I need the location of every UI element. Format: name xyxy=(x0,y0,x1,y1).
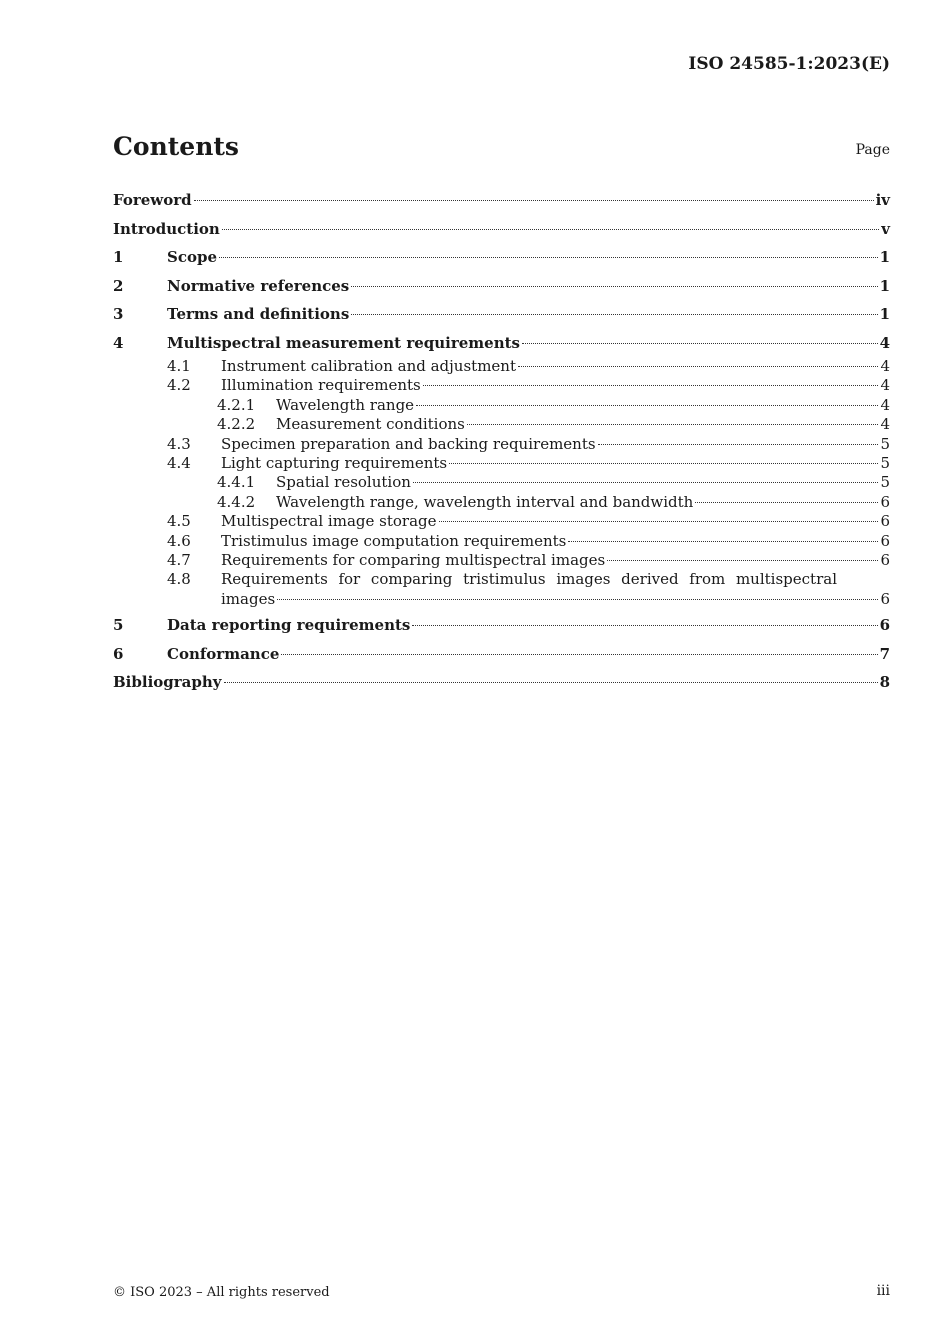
toc-title: Contents xyxy=(113,132,240,161)
toc-entry-page: 1 xyxy=(879,248,890,266)
toc-entry-title: Multispectral measurement requirements xyxy=(167,333,520,352)
dot-leader xyxy=(413,481,879,483)
toc-entry-terms-and-definitions[interactable] xyxy=(113,300,890,329)
toc-entry-title: Tristimulus image computation requirements xyxy=(221,531,567,550)
dot-leader xyxy=(439,520,879,522)
toc-entry-title: Data reporting requirements xyxy=(167,616,411,635)
toc-entry-measurement-requirements[interactable] xyxy=(113,329,890,358)
toc-entry-title: Bibliography xyxy=(113,673,222,692)
toc-entry-number: 4.2 xyxy=(167,376,191,395)
toc-entry-normative-references[interactable] xyxy=(113,272,890,301)
toc-entry-page: 8 xyxy=(879,673,890,692)
toc-entry-page: 6 xyxy=(880,531,890,550)
toc-entry-page: 4 xyxy=(879,333,890,352)
toc-entry-number: 6 xyxy=(113,644,124,663)
toc-entry-page: 4 xyxy=(880,395,890,414)
toc-entry-number: 4.7 xyxy=(167,550,191,569)
toc-entry-scope[interactable] xyxy=(113,243,890,272)
toc-entry-bibliography[interactable] xyxy=(113,668,890,697)
toc-entry-number: 4.3 xyxy=(167,434,191,453)
toc-entry-number: 4.4.1 xyxy=(217,473,256,492)
toc-entry-4-1[interactable] xyxy=(113,357,890,376)
toc-entry-title: Scope xyxy=(167,248,218,266)
toc-entry-data-reporting[interactable] xyxy=(113,611,890,640)
toc-entry-4-7[interactable] xyxy=(113,551,890,570)
dot-leader xyxy=(219,256,878,258)
dot-leader xyxy=(351,285,877,287)
toc-entry-title: Requirements for comparing multispectral images xyxy=(221,550,606,569)
toc-entry-page: 5 xyxy=(880,473,890,492)
toc-entry-number: 2 xyxy=(113,276,124,295)
toc-entry-number: 4.4.2 xyxy=(217,492,256,511)
dot-leader xyxy=(224,681,878,683)
toc-entry-page: 6 xyxy=(879,616,890,635)
dot-leader xyxy=(607,559,878,561)
toc-entry-4-2-2[interactable] xyxy=(113,415,890,434)
toc-entry-number: 4.4 xyxy=(167,453,191,472)
toc-entry-number: 5 xyxy=(113,616,124,635)
dot-leader xyxy=(449,462,878,464)
copyright-notice: © ISO 2023 – All rights reserved xyxy=(113,1285,330,1300)
toc-entry-4-4-2[interactable] xyxy=(113,493,890,512)
toc-entry-4-4-1[interactable] xyxy=(113,473,890,492)
toc-entry-4-2-1[interactable] xyxy=(113,396,890,415)
toc-entry-conformance[interactable] xyxy=(113,640,890,669)
toc-entry-number: 4.8 xyxy=(167,570,191,589)
toc-entry-page: 6 xyxy=(880,550,890,569)
dot-leader xyxy=(423,384,879,386)
dot-leader xyxy=(695,501,878,503)
toc-entry-title: Spatial resolution xyxy=(276,473,411,492)
toc-entry-4-4[interactable] xyxy=(113,454,890,473)
toc-entry-page: 4 xyxy=(880,357,890,375)
toc-entry-page: 4 xyxy=(880,415,890,434)
toc-entry-title: Wavelength range, wavelength interval and bandwidth xyxy=(276,492,694,511)
document-id: ISO 24585-1:2023(E) xyxy=(688,54,890,74)
dot-leader xyxy=(277,598,878,600)
toc-entry-title: Specimen preparation and backing requirements xyxy=(221,434,596,453)
toc-entry-number: 4.5 xyxy=(167,512,191,531)
toc-entry-title: Multispectral image storage xyxy=(221,512,437,531)
dot-leader xyxy=(351,313,877,315)
toc-entry-page: 7 xyxy=(879,644,890,663)
toc-entry-page: 6 xyxy=(880,492,890,511)
toc-entry-page: 4 xyxy=(880,376,890,395)
toc-entry-number: 3 xyxy=(113,305,124,323)
toc-entry-foreword[interactable] xyxy=(113,186,890,215)
toc-entry-page: 5 xyxy=(880,434,890,453)
dot-leader xyxy=(568,540,878,542)
page-column-label: Page xyxy=(855,142,890,158)
dot-leader xyxy=(281,653,877,655)
toc-entry-title: Illumination requirements xyxy=(221,376,421,395)
page-number: iii xyxy=(876,1283,890,1299)
toc-entry-number: 1 xyxy=(113,248,124,266)
toc-entry-title: Instrument calibration and adjustment xyxy=(221,357,516,375)
toc-entry-4-2[interactable] xyxy=(113,376,890,395)
dot-leader xyxy=(194,199,874,201)
toc-entry-number: 4.2.2 xyxy=(217,415,256,434)
toc-entry-introduction[interactable] xyxy=(113,215,890,244)
dot-leader xyxy=(598,443,879,445)
dot-leader xyxy=(522,342,878,344)
toc-entry-title: Foreword xyxy=(113,191,192,209)
toc-entry-number: 4.1 xyxy=(167,357,191,375)
toc-entry-number: 4.6 xyxy=(167,531,191,550)
dot-leader xyxy=(518,365,878,367)
toc-entry-page: iv xyxy=(875,191,890,209)
toc-entry-page: v xyxy=(881,219,890,238)
toc-entry-4-5[interactable] xyxy=(113,512,890,531)
dot-leader xyxy=(222,228,879,230)
table-of-contents xyxy=(113,186,890,697)
toc-entry-title: Wavelength range xyxy=(276,395,415,414)
toc-entry-title: Measurement conditions xyxy=(276,415,465,434)
dot-leader xyxy=(467,423,879,425)
toc-entry-title-line1: Requirements for comparing tristimulus images derived from multispectral xyxy=(221,570,837,589)
dot-leader xyxy=(416,404,878,406)
toc-entry-title-line2: images xyxy=(221,589,276,608)
toc-entry-page: 1 xyxy=(879,276,890,295)
toc-entry-title: Light capturing requirements xyxy=(221,453,448,472)
toc-entry-page: 6 xyxy=(880,512,890,531)
toc-entry-page: 5 xyxy=(880,453,890,472)
toc-entry-title: Normative references xyxy=(167,276,350,295)
toc-entry-number: 4 xyxy=(113,333,124,352)
toc-entry-title: Introduction xyxy=(113,219,220,238)
toc-entry-title: Conformance xyxy=(167,644,280,663)
toc-entry-title: Terms and definitions xyxy=(167,305,350,323)
toc-entry-page: 1 xyxy=(879,305,890,323)
toc-entry-4-8[interactable] xyxy=(113,570,890,609)
dot-leader xyxy=(412,624,877,626)
toc-entry-number: 4.2.1 xyxy=(217,395,256,414)
toc-entry-page: 6 xyxy=(880,589,890,608)
toc-entry-4-6[interactable] xyxy=(113,532,890,551)
toc-entry-4-3[interactable] xyxy=(113,435,890,454)
